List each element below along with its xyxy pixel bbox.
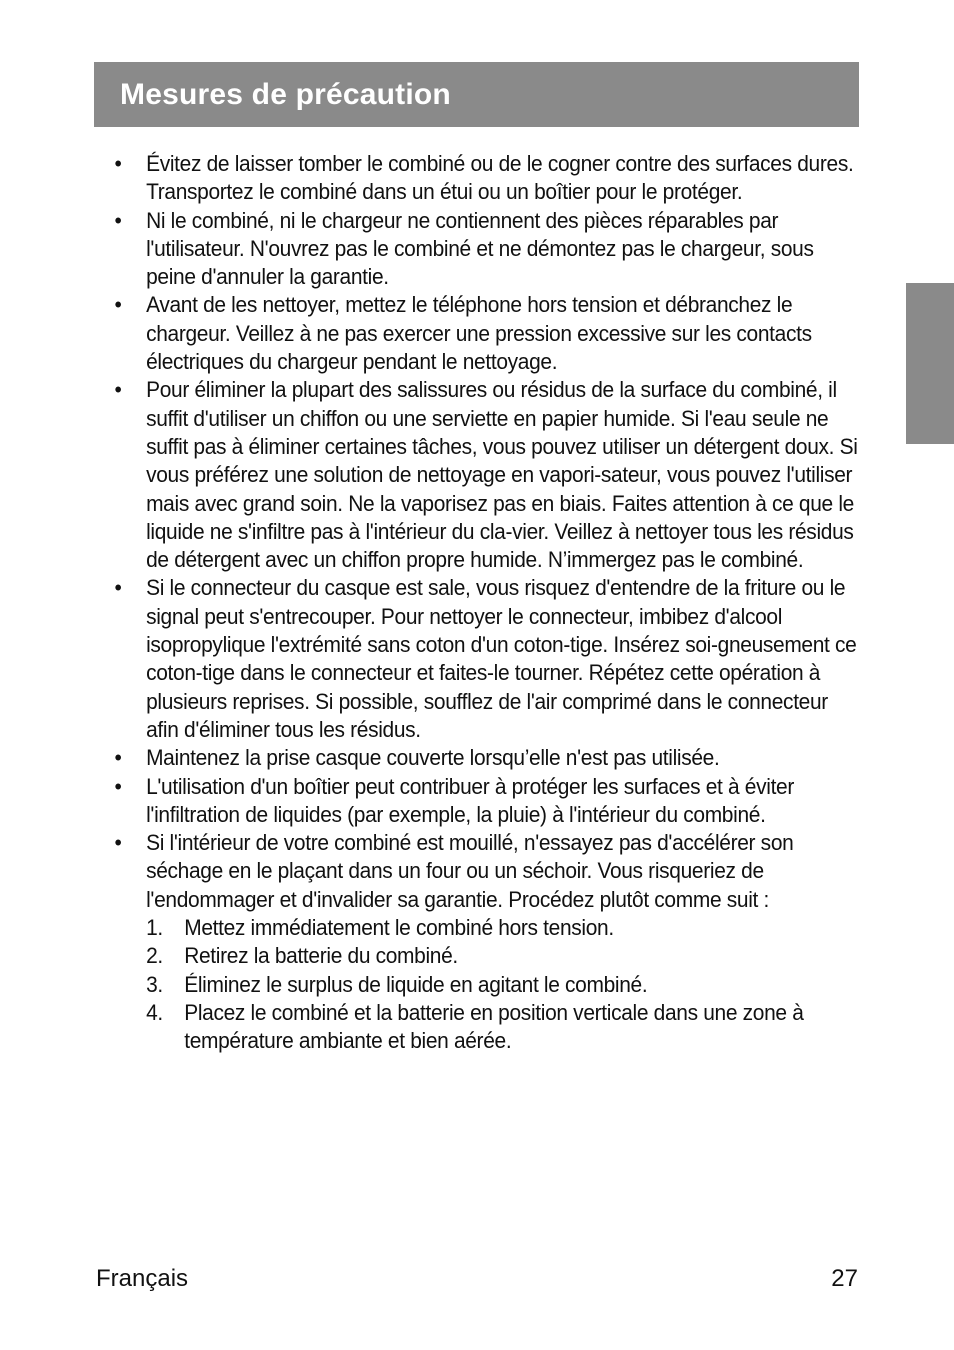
drying-steps-list <box>146 914 862 1055</box>
list-item <box>94 829 862 1055</box>
list-item <box>94 207 862 292</box>
bullet-icon: • <box>114 207 122 233</box>
list-item-text: Ni le combiné, ni le chargeur ne contiennent des pièces réparables par l'utilisateur. N'ouvrez pas le combiné et ne démontez pas le chargeur, sous peine d'annuler la garantie. <box>146 207 814 290</box>
list-item <box>94 744 862 772</box>
bullet-icon: • <box>114 745 122 771</box>
list-item-text: Si le connecteur du casque est sale, vous risquez d'entendre de la friture ou le signal peut s'entrecouper. Pour nettoyer le connecteur, imbibez d'alcool isopropylique l'extrémité sans coton d'un coton-tige. Insérez soi-gneusement ce coton-tige dans le connecteur et faites-le tourner. Répétez cette opération à plusieurs reprises. Si possible, soufflez de l'air comprimé dans le connecteur afin d'éliminer tous les résidus. <box>146 575 857 742</box>
bullet-icon: • <box>114 377 122 403</box>
bullet-icon: • <box>114 151 122 176</box>
step-text: Retirez la batterie du combiné. <box>184 943 458 969</box>
list-item-text: L'utilisation d'un boîtier peut contribuer à protéger les surfaces et à éviter l'infiltration de liquides (par exemple, la pluie) à l'intérieur du combiné. <box>146 773 795 827</box>
step-item <box>146 942 862 970</box>
step-item <box>146 999 862 1056</box>
bullet-icon: • <box>114 292 122 318</box>
chapter-side-tab <box>906 283 954 444</box>
step-number: 3. <box>146 971 163 997</box>
precaution-list <box>94 150 862 1056</box>
footer-language: Français <box>96 1265 189 1292</box>
page-number: 27 <box>831 1265 858 1292</box>
step-text: Éliminez le surplus de liquide en agitant le combiné. <box>184 971 648 997</box>
step-text: Placez le combiné et la batterie en position verticale dans une zone à température ambiante et bien aérée. <box>184 999 804 1054</box>
bullet-icon: • <box>114 830 122 856</box>
section-header-bar <box>94 62 859 127</box>
bullet-icon: • <box>114 575 122 601</box>
step-item <box>146 914 862 942</box>
list-item <box>94 150 862 207</box>
step-number: 1. <box>146 915 163 941</box>
list-item <box>94 574 862 744</box>
list-item-text: Évitez de laisser tomber le combiné ou de le cogner contre des surfaces dures. Transportez le combiné dans un étui ou un boîtier pour le protéger. <box>146 151 854 205</box>
list-item <box>94 773 862 830</box>
list-item-text: Si l'intérieur de votre combiné est mouillé, n'essayez pas d'accélérer son séchage en le plaçant dans un four ou un séchoir. Vous risqueriez de l'endommager et d'invalider sa garantie. Procédez plutôt comme suit : <box>146 830 794 912</box>
bullet-icon: • <box>114 773 122 799</box>
list-item-text: Avant de les nettoyer, mettez le téléphone hors tension et débranchez le chargeur. Veillez à ne pas exercer une pression excessive sur les contacts électriques du chargeur pendant le nettoyage. <box>146 292 812 375</box>
step-number: 4. <box>146 999 163 1025</box>
step-text: Mettez immédiatement le combiné hors tension. <box>184 915 614 941</box>
step-number: 2. <box>146 943 163 969</box>
main-content <box>94 150 862 1056</box>
list-item <box>94 376 862 574</box>
list-item-text: Maintenez la prise casque couverte lorsqu’elle n'est pas utilisée. <box>146 745 720 771</box>
list-item <box>94 291 862 376</box>
list-item-text: Pour éliminer la plupart des salissures ou résidus de la surface du combiné, il suffit d'utiliser un chiffon ou une serviette en papier humide. Si l'eau seule ne suffit pas à éliminer certaines tâches, vous pouvez utiliser un détergent doux. Si vous préférez une solution de nettoyage en vapori-sateur, vous pouvez l'utiliser mais avec grand soin. Ne la vaporisez pas en biais. Faites attention à ce que le liquide ne s'infiltre pas à l'intérieur du cla-vier. Veillez à nettoyer tous les résidus de détergent avec un chiffon propre humide. N’immergez pas le combiné. <box>146 377 858 573</box>
step-item <box>146 971 862 999</box>
page-title: Mesures de précaution <box>120 77 451 111</box>
